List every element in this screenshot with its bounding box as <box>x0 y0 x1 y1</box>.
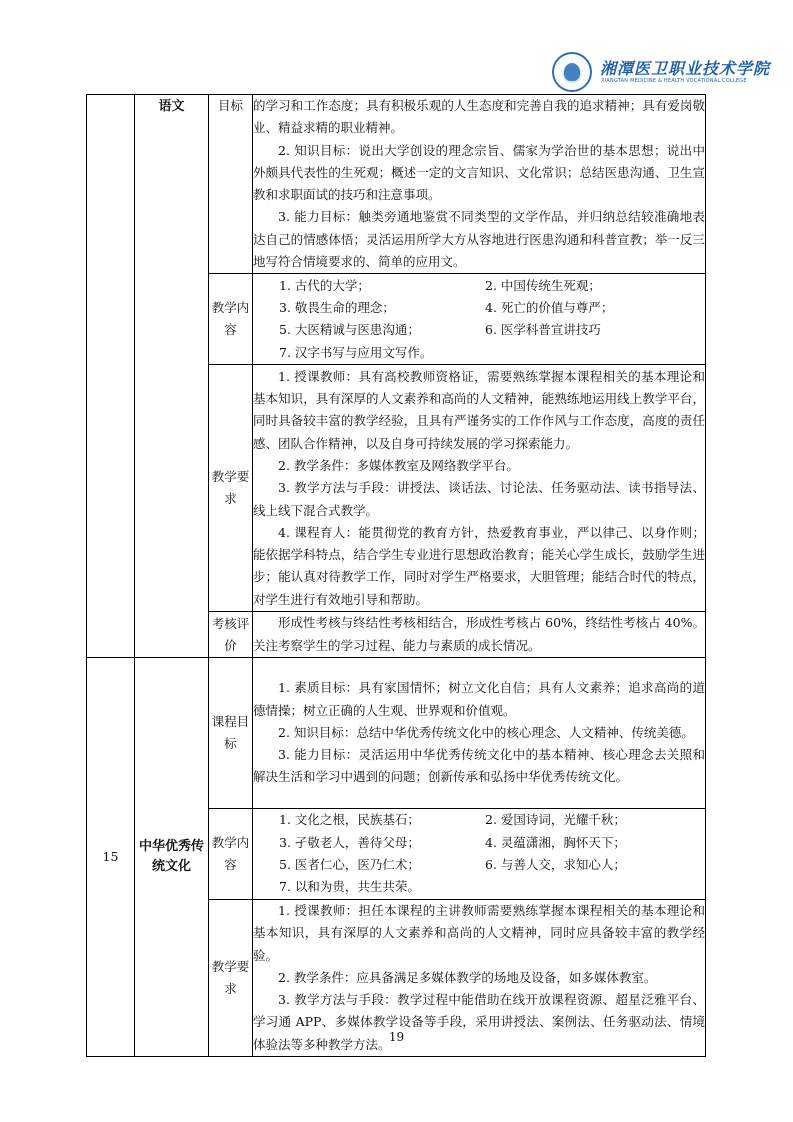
requirement-line: 2. 教学条件：多媒体教室及网络教学平台。 <box>278 457 519 473</box>
course-name: 语文 <box>135 95 209 658</box>
course-number <box>87 95 135 658</box>
goal-line: 2. 知识目标：说出大学创设的理念宗旨、儒家为学治世的基本思想；说出中外颇具代表性的生死观；概述一定的文言知识、文化常识；总结医患沟通、卫生宣教和求职面试的技巧和注意事项。 <box>253 142 705 203</box>
course-number: 15 <box>87 657 135 1056</box>
requirement-label: 教学要求 <box>209 899 253 1056</box>
content-list <box>253 808 706 899</box>
goal-line: 3. 能力目标：灵活运用中华优秀传统文化中的基本精神、核心理念去关照和解决生活和学习中遇到的问题；创新传承和弘扬中华优秀传统文化。 <box>253 747 705 785</box>
list-item: 2. 爱国诗词，光耀千秋； <box>485 812 626 828</box>
requirement-label: 教学要求 <box>209 365 253 612</box>
college-emblem-icon <box>552 52 592 92</box>
list-item: 4. 死亡的价值与尊严； <box>485 300 614 316</box>
goal-line: 1. 素质目标：具有家国情怀；树立文化自信；具有人文素养；追求高尚的道德情操；树立正确的人生观、世界观和价值观。 <box>253 680 705 718</box>
list-item: 6. 与善人交，求知心人； <box>485 856 626 872</box>
evaluation-line: 形成性考核与终结性考核相结合，形成性考核占 60%，终结性考核占 40%。关注考察学生的学习过程、能力与素质的成长情况。 <box>253 615 705 653</box>
content-label: 教学内容 <box>209 274 253 365</box>
evaluation-text <box>253 612 706 658</box>
requirement-line: 3. 教学方法与手段：讲授法、谈话法、讨论法、任务驱动法、读书指导法、线上线下混合式教学。 <box>253 480 705 518</box>
requirement-line: 4. 课程育人：能贯彻党的教育方针，热爱教育事业，严以律己、以身作则；能依据学科特点，结合学生专业进行思想政治教育；能关心学生成长，鼓励学生进步；能认真对待教学工作，同时对学生严格要求，大胆管理；能结合时代的特点，对学生进行有效地引导和帮助。 <box>253 524 705 607</box>
list-item: 1. 古代的大学； <box>279 277 370 293</box>
list-item: 3. 敬畏生命的理念； <box>279 300 395 316</box>
goal-label: 目标 <box>209 95 253 274</box>
requirement-line: 3. 教学方法与手段：教学过程中能借助在线开放课程资源、超星泛雅平台、学习通 APP、多媒体教学设备等手段，采用讲授法、案例法、任务驱动法、情境体验法等多种教学方法。 <box>253 992 705 1052</box>
content-list <box>253 274 706 365</box>
course-name: 中华优秀传统文化 <box>135 657 209 1056</box>
content-label: 教学内容 <box>209 808 253 899</box>
list-item: 5. 医者仁心，医乃仁术； <box>279 856 420 872</box>
logo-name-en: XIANGTAN MEDICINE & HEALTH VOCATIONAL COLLEGE <box>601 78 747 84</box>
table-row <box>87 95 706 274</box>
list-item: 1. 文化之根，民族基石； <box>279 812 420 828</box>
goal-text <box>253 95 706 274</box>
goal-line: 2. 知识目标：总结中华优秀传统文化中的核心理念、人文精神、传统美德。 <box>278 724 694 740</box>
goal-text <box>253 657 706 808</box>
goal-label: 课程目标 <box>209 657 253 808</box>
list-item: 5. 大医精诚与医患沟通； <box>279 322 420 338</box>
table-row <box>87 657 706 808</box>
logo-name-cn: 湘潭医卫职业技术学院 <box>600 59 771 78</box>
page-number: 19 <box>388 1030 405 1044</box>
requirement-line: 2. 教学条件：应具备满足多媒体教学的场地及设备，如多媒体教室。 <box>278 969 657 985</box>
list-item: 7. 汉字书写与应用文写作。 <box>279 344 433 360</box>
list-item: 4. 灵蕴潇湘，胸怀天下； <box>485 834 626 850</box>
requirement-text <box>253 365 706 612</box>
course-table <box>86 94 706 1057</box>
evaluation-label: 考核评价 <box>209 612 253 658</box>
list-item: 3. 孑敬老人，善待父母； <box>279 834 420 850</box>
list-item: 2. 中国传统生死观； <box>485 277 601 293</box>
goal-line: 的学习和工作态度；具有积极乐观的人生态度和完善自我的追求精神；具有爱岗敬业、精益求精的职业精神。 <box>253 98 705 136</box>
goal-line: 3. 能力目标：触类旁通地鉴赏不同类型的文学作品，并归纳总结较准确地表达自己的情感体悟；灵活运用所学大方从容地进行医患沟通和科普宣教；举一反三地写符合情境要求的、简单的应用文。 <box>253 209 705 270</box>
requirement-line: 1. 授课教师：具有高校教师资格证，需要熟练掌握本课程相关的基本理论和基本知识，具有深厚的人文素养和高尚的人文精神，能熟练地运用线上教学平台，同时具备较丰富的教学经验，且具有严谨务实的工作作风与工作态度，高度的责任感、团队合作精神，以及自身可持续发展的学习探索能力。 <box>253 368 705 451</box>
list-item: 6. 医学科普宣讲技巧 <box>485 322 601 338</box>
requirement-line: 1. 授课教师：担任本课程的主讲教师需要熟练掌握本课程相关的基本理论和基本知识，具有深厚的人文素养和高尚的人文精神，同时应具备较丰富的教学经验。 <box>253 902 705 963</box>
list-item: 7. 以和为贵，共生共荣。 <box>279 879 420 895</box>
college-logo <box>550 50 771 94</box>
